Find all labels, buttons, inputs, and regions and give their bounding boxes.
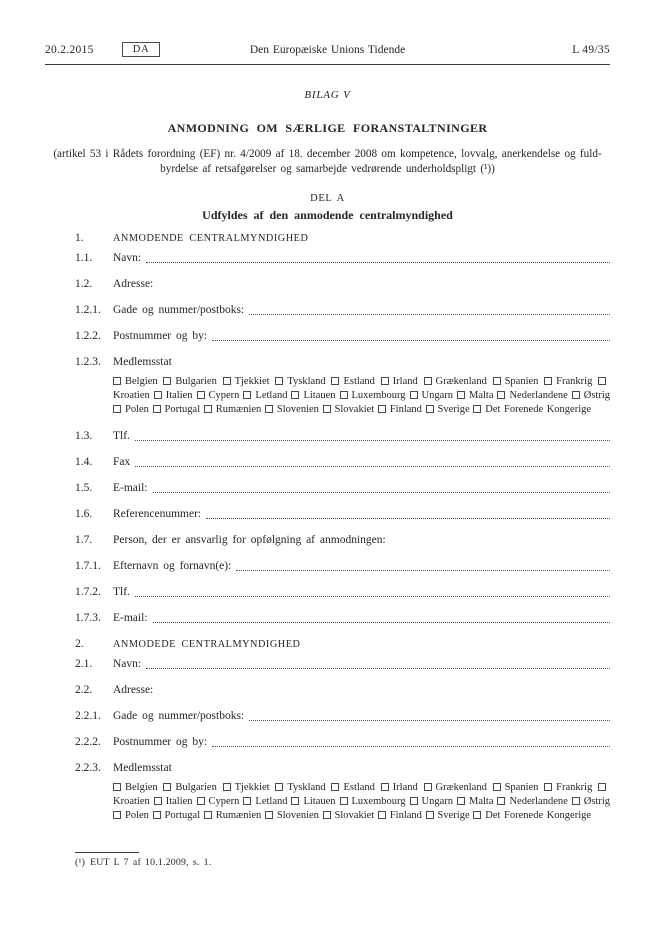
item-label: Gade og nummer/postboks: [113,710,245,722]
checkbox-icon[interactable] [323,405,331,413]
member-state-option[interactable] [331,782,375,793]
member-state-option[interactable] [323,810,375,821]
member-state-option[interactable] [340,390,406,401]
footnote-rule [75,852,139,853]
item-number: 1.6. [75,508,93,520]
member-state-label: Estland [343,376,375,387]
member-state-option[interactable] [424,376,487,387]
member-state-option[interactable] [426,404,470,415]
form-row [45,278,610,291]
member-state-label: Frankrig [556,782,593,793]
item-label: Medlemsstat [113,356,172,368]
member-state-option[interactable] [154,796,193,807]
member-state-option[interactable] [410,796,454,807]
checkbox-icon[interactable] [497,797,505,805]
member-state-option[interactable] [497,390,567,401]
member-state-option[interactable] [473,810,591,821]
item-number: 2.1. [75,658,93,670]
member-state-option[interactable] [265,404,319,415]
member-state-option[interactable] [113,782,158,793]
checkbox-icon[interactable] [154,797,162,805]
fill-in-line[interactable] [153,492,611,493]
member-state-option[interactable] [426,810,470,821]
member-state-option[interactable] [457,796,494,807]
fill-in-line[interactable] [135,440,610,441]
form-row [45,304,610,317]
journal-title: Den Europæiske Unions Tidende [249,43,406,56]
member-state-option[interactable] [197,796,240,807]
member-state-label: Slovakiet [334,404,375,415]
item-label: E-mail: [113,482,148,494]
member-state-label: Det Forenede Kongerige [485,404,592,415]
checkbox-icon[interactable] [197,797,205,805]
item-label: Tlf. [113,430,130,442]
fill-in-line[interactable] [153,622,611,623]
form-row [45,586,610,599]
checkbox-icon[interactable] [410,391,418,399]
form-row [45,736,610,749]
member-state-option[interactable] [493,782,539,793]
member-state-label: Luxembourg [351,796,406,807]
form-row [45,356,610,369]
checkbox-icon[interactable] [426,811,434,819]
part-label: DEL A [310,193,345,204]
member-state-label: Nederlandene [509,390,568,401]
item-label: Postnummer og by: [113,330,208,342]
member-state-label: Irland [392,376,418,387]
member-state-label: Kroatien [113,390,150,401]
checkbox-icon[interactable] [598,377,606,385]
checkbox-icon[interactable] [204,811,212,819]
header-left [45,42,205,57]
checkbox-icon[interactable] [493,783,501,791]
form-row [45,508,610,521]
checkbox-icon[interactable] [323,811,331,819]
checkbox-icon[interactable] [497,391,505,399]
checkbox-icon[interactable] [381,783,389,791]
member-state-option[interactable] [378,810,422,821]
checkbox-icon[interactable] [291,797,299,805]
member-state-label: Italien [165,390,193,401]
member-state-option[interactable] [204,810,262,821]
member-state-label: Finland [389,810,422,821]
item-number: 1.2.1. [75,304,101,316]
checkbox-icon[interactable] [163,377,171,385]
fill-in-line[interactable] [206,518,610,519]
checkbox-icon[interactable] [113,811,121,819]
form-row [45,612,610,625]
member-state-option[interactable] [163,782,216,793]
form-row [45,638,610,651]
checkbox-icon[interactable] [381,377,389,385]
member-state-option[interactable] [265,810,319,821]
member-state-option[interactable] [572,390,610,401]
form-row [45,534,610,547]
item-label: Tlf. [113,586,130,598]
item-label: Navn: [113,658,142,670]
member-state-label: Portugal [164,810,201,821]
checkbox-icon[interactable] [473,405,481,413]
footnote-text: EUT L 7 af 10.1.2009, s. 1. [90,857,212,868]
member-state-option[interactable] [572,796,610,807]
member-state-option[interactable] [275,376,325,387]
item-number: 2.2.3. [75,762,101,774]
fill-in-line[interactable] [236,570,610,571]
member-state-label: Ungarn [421,390,454,401]
checkbox-icon[interactable] [163,783,171,791]
member-state-label: Belgien [125,782,158,793]
subtitle-line-2: byrdelse af retsafgørelser og samarbejde vedrørende underholdspligt (¹)) [160,162,495,175]
member-state-label: Slovenien [276,810,319,821]
item-number: 1.4. [75,456,93,468]
item-label: Fax [113,456,131,468]
checkbox-icon[interactable] [265,405,273,413]
checkbox-icon[interactable] [544,783,552,791]
member-state-label: Tjekkiet [234,376,270,387]
checkbox-icon[interactable] [473,811,481,819]
member-state-option[interactable] [544,782,592,793]
member-state-label: Sverige [437,404,470,415]
member-state-label: Kroatien [113,796,150,807]
form-row [45,330,610,343]
fill-in-line[interactable] [249,720,610,721]
member-state-label: Sverige [437,810,470,821]
item-number: 1.3. [75,430,93,442]
member-state-label: Slovenien [276,404,319,415]
checkbox-icon[interactable] [457,797,465,805]
member-state-label: Letland [255,796,288,807]
member-state-label: Bulgarien [175,376,217,387]
form-row [45,762,610,775]
checkbox-icon[interactable] [291,391,299,399]
member-state-label: Cypern [208,390,240,401]
member-state-option[interactable] [381,782,418,793]
member-state-option[interactable] [497,796,567,807]
member-state-label: Tyskland [287,782,326,793]
item-label: Postnummer og by: [113,736,208,748]
member-state-label: Frankrig [556,376,593,387]
item-label: Gade og nummer/postboks: [113,304,245,316]
annex-label: BILAG V [304,89,351,101]
item-number: 1.2. [75,278,93,290]
checkbox-icon[interactable] [204,405,212,413]
checkbox-icon[interactable] [331,377,339,385]
member-state-option[interactable] [223,782,270,793]
member-state-option[interactable] [197,390,240,401]
member-state-option[interactable] [544,376,592,387]
checkbox-icon[interactable] [378,405,386,413]
member-state-label: Cypern [208,796,240,807]
checkbox-icon[interactable] [493,377,501,385]
member-state-option[interactable] [113,810,149,821]
checkbox-icon[interactable] [426,405,434,413]
member-state-option[interactable] [340,796,406,807]
item-number: 1.7.3. [75,612,101,624]
member-state-option[interactable] [493,376,539,387]
form-row [45,456,610,469]
checkbox-icon[interactable] [340,797,348,805]
checkbox-icon[interactable] [243,391,251,399]
member-state-option[interactable] [291,390,335,401]
checkbox-icon[interactable] [197,391,205,399]
member-states-group [113,781,610,823]
form-row [45,710,610,723]
page-reference: L 49/35 [572,43,610,56]
member-state-label: Polen [125,404,149,415]
checkbox-icon[interactable] [340,391,348,399]
item-number: 1.7.1. [75,560,101,572]
item-label: Efternavn og fornavn(e): [113,560,232,572]
item-label: Medlemsstat [113,762,172,774]
fill-in-line[interactable] [146,668,610,669]
checkbox-icon[interactable] [378,811,386,819]
publication-date: 20.2.2015 [45,43,94,56]
checkbox-icon[interactable] [113,783,121,791]
member-state-label: Malta [469,796,494,807]
member-state-label: Rumænien [215,404,262,415]
member-state-label: Letland [255,390,288,401]
item-number: 2.2.1. [75,710,101,722]
item-number: 1.2.2. [75,330,101,342]
item-number: 1.1. [75,252,93,264]
member-state-label: Grækenland [435,376,487,387]
member-state-label: Spanien [504,376,539,387]
checkbox-icon[interactable] [572,391,580,399]
member-state-label: Østrig [583,390,610,401]
checkbox-icon[interactable] [275,783,283,791]
footnote-marker: (¹) [75,857,86,868]
footnote [75,852,211,868]
member-state-option[interactable] [331,376,375,387]
checkbox-icon[interactable] [410,797,418,805]
member-state-option[interactable] [275,782,325,793]
checkbox-icon[interactable] [424,377,432,385]
form-row [45,430,610,443]
checkbox-icon[interactable] [331,783,339,791]
member-state-label: Tyskland [287,376,326,387]
member-state-label: Spanien [504,782,539,793]
member-state-label: Litauen [303,796,336,807]
member-state-label: Ungarn [421,796,454,807]
checkbox-icon[interactable] [153,405,161,413]
checkbox-icon[interactable] [113,405,121,413]
page-header [45,42,610,57]
member-state-label: Estland [343,782,375,793]
fill-in-line[interactable] [146,262,610,263]
member-state-option[interactable] [410,390,454,401]
checkbox-icon[interactable] [275,377,283,385]
checkbox-icon[interactable] [544,377,552,385]
document-subtitle [45,147,610,176]
checkbox-icon[interactable] [154,391,162,399]
form-row [45,482,610,495]
item-number: 2.2. [75,684,93,696]
checkbox-icon[interactable] [457,391,465,399]
item-number: 2. [75,638,84,650]
fill-in-line[interactable] [135,466,610,467]
header-rule [45,64,610,65]
checkbox-icon[interactable] [153,811,161,819]
item-label: Referencenummer: [113,508,202,520]
fill-in-line[interactable] [135,596,610,597]
member-state-option[interactable] [381,376,418,387]
member-state-label: Belgien [125,376,158,387]
member-state-option[interactable] [424,782,487,793]
member-state-label: Tjekkiet [234,782,270,793]
member-state-label: Nederlandene [509,796,568,807]
member-state-label: Polen [125,810,149,821]
form-row [45,658,610,671]
document-title: ANMODNING OM SÆRLIGE FORANSTALTNINGER [167,121,488,135]
member-state-option[interactable] [153,404,201,415]
member-state-label: Rumænien [215,810,262,821]
member-state-label: Det Forenede Kongerige [485,810,592,821]
item-label: Navn: [113,252,142,264]
form-row [45,560,610,573]
member-state-option[interactable] [154,390,193,401]
member-state-option[interactable] [113,376,158,387]
part-heading: Udfyldes af den anmodende centralmyndighed [202,208,453,222]
checkbox-icon[interactable] [265,811,273,819]
member-state-option[interactable] [243,390,287,401]
member-state-label: Østrig [583,796,610,807]
fill-in-line[interactable] [249,314,610,315]
member-state-option[interactable] [153,810,201,821]
checkbox-icon[interactable] [572,797,580,805]
item-label: ANMODEDE CENTRALMYNDIGHED [113,639,301,650]
member-state-label: Finland [389,404,422,415]
member-state-option[interactable] [113,404,149,415]
form-row [45,252,610,265]
item-label: Adresse: [113,278,154,290]
member-state-option[interactable] [204,404,262,415]
member-state-label: Grækenland [435,782,487,793]
item-number: 1.7.2. [75,586,101,598]
checkbox-icon[interactable] [424,783,432,791]
member-state-option[interactable] [163,376,216,387]
member-state-label: Malta [469,390,494,401]
member-state-option[interactable] [291,796,335,807]
member-state-label: Portugal [164,404,201,415]
checkbox-icon[interactable] [223,783,231,791]
member-state-option[interactable] [243,796,287,807]
item-label: Person, der er ansvarlig for opfølgning af anmodningen: [113,534,386,546]
member-state-label: Irland [392,782,418,793]
member-state-option[interactable] [457,390,494,401]
fill-in-line[interactable] [212,340,610,341]
form-body [45,232,610,823]
item-number: 1.7. [75,534,93,546]
member-state-option[interactable] [473,404,591,415]
member-state-label: Bulgarien [175,782,217,793]
form-row [45,232,610,245]
item-number: 1.5. [75,482,93,494]
form-row [45,684,610,697]
checkbox-icon[interactable] [243,797,251,805]
language-badge: DA [122,42,161,57]
subtitle-line-1: (artikel 53 i Rådets forordning (EF) nr. 4/2009 af 18. december 2008 om kompetence, lovvalg, anerkendelse og fuld- [53,148,602,160]
member-state-label: Luxembourg [351,390,406,401]
checkbox-icon[interactable] [223,377,231,385]
checkbox-icon[interactable] [598,783,606,791]
item-number: 1. [75,232,84,244]
member-state-option[interactable] [323,404,375,415]
member-state-label: Italien [165,796,193,807]
item-label: Adresse: [113,684,154,696]
member-state-option[interactable] [223,376,270,387]
member-state-label: Litauen [303,390,336,401]
item-label: ANMODENDE CENTRALMYNDIGHED [113,233,309,244]
item-number: 1.2.3. [75,356,101,368]
member-state-label: Slovakiet [334,810,375,821]
checkbox-icon[interactable] [113,377,121,385]
item-label: E-mail: [113,612,148,624]
member-state-option[interactable] [378,404,422,415]
fill-in-line[interactable] [212,746,610,747]
item-number: 2.2.2. [75,736,101,748]
member-states-group [113,375,610,417]
